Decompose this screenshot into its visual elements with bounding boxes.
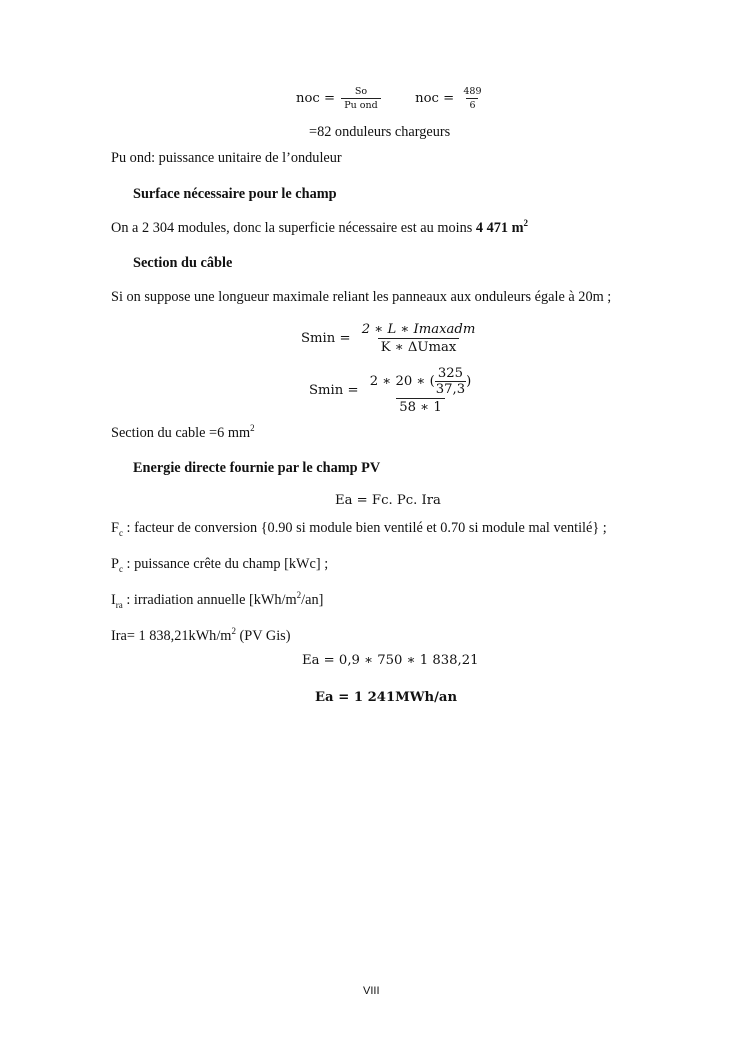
fc-symbol: F — [111, 520, 119, 536]
noc-numerator-2: 489 — [463, 86, 482, 97]
noc-result: =82 onduleurs chargeurs — [309, 124, 451, 140]
heading-section: Section du câble — [133, 255, 233, 271]
noc-lhs: noc = — [296, 91, 336, 106]
ira-value-source: (PV Gis) — [235, 628, 291, 644]
surface-paragraph — [111, 220, 528, 237]
ira-exponent: 2 — [296, 590, 302, 601]
smin-fraction — [359, 322, 479, 355]
ira-subscript: ra — [115, 599, 123, 610]
ira-value — [111, 628, 291, 645]
fc-text: : facteur de conversion {0.90 si module bien ventilé et 0.70 si module mal ventilé} ; — [122, 520, 607, 536]
heading-energie: Energie directe fournie par le champ PV — [133, 460, 381, 476]
ira-text-2: /an] — [301, 592, 324, 608]
pc-text: : puissance crête du champ [kWc] ; — [122, 556, 329, 572]
smin-calc-inner-num: 325 — [437, 366, 463, 381]
surface-value: 4 471 m — [475, 220, 524, 236]
ira-value-text: Ira= 1 838,21kWh/m — [111, 628, 232, 644]
smin-calc-num-suffix: ) — [466, 374, 472, 389]
noc-fraction-2 — [460, 86, 484, 111]
pc-symbol: P — [111, 556, 119, 572]
smin-calc-fraction — [367, 366, 475, 415]
section-result-text: Section du cable =6 mm — [111, 425, 251, 441]
ira-symbol: I — [111, 592, 116, 608]
fc-definition — [111, 520, 607, 537]
noc-formula — [296, 86, 485, 111]
smin-calc-num-prefix: 2 ∗ 20 ∗ ( — [369, 374, 435, 389]
pc-definition — [111, 556, 328, 573]
smin-formula — [301, 322, 478, 355]
pc-subscript: c — [118, 563, 123, 574]
ira-text: : irradiation annuelle [kWh/m — [122, 592, 297, 608]
heading-surface: Surface nécessaire pour le champ — [133, 186, 337, 202]
smin-lhs: Smin = — [301, 331, 351, 346]
ea-formula: Ea = Fc. Pc. Ira — [335, 493, 441, 508]
noc-fraction — [341, 86, 380, 111]
page-number: VIII — [363, 985, 380, 997]
surface-text: On a 2 304 modules, donc la superficie nécessaire est au moins — [111, 220, 476, 236]
smin-calc-lhs: Smin = — [309, 383, 359, 398]
smin-calc-formula — [309, 366, 474, 415]
smin-calc-numerator — [367, 366, 475, 398]
fc-subscript: c — [118, 527, 123, 538]
noc-numerator: So — [354, 86, 368, 97]
smin-calc-inner-den: 37,3 — [435, 382, 466, 397]
section-result-exponent: 2 — [250, 423, 255, 434]
ira-value-exponent: 2 — [231, 626, 236, 637]
smin-numerator: 2 ∗ L ∗ Imaxadm — [361, 322, 476, 337]
smin-calc-inner-fraction — [435, 366, 466, 397]
puond-definition: Pu ond: puissance unitaire de l’onduleur — [111, 150, 342, 166]
noc-lhs-2: noc = — [415, 91, 455, 106]
noc-denominator: Pu ond — [341, 98, 380, 111]
ira-definition — [111, 592, 323, 609]
section-result — [111, 425, 255, 442]
ea-result: Ea = 1 241MWh/an — [315, 690, 458, 705]
surface-exponent: 2 — [523, 218, 529, 229]
smin-calc-denominator: 58 ∗ 1 — [396, 398, 445, 415]
smin-denominator: K ∗ ΔUmax — [378, 338, 460, 355]
ea-calculation: Ea = 0,9 ∗ 750 ∗ 1 838,21 — [302, 653, 479, 668]
noc-denominator-2: 6 — [466, 98, 478, 111]
longueur-paragraph: Si on suppose une longueur maximale reliant les panneaux aux onduleurs égale à 20m ; — [111, 289, 612, 305]
